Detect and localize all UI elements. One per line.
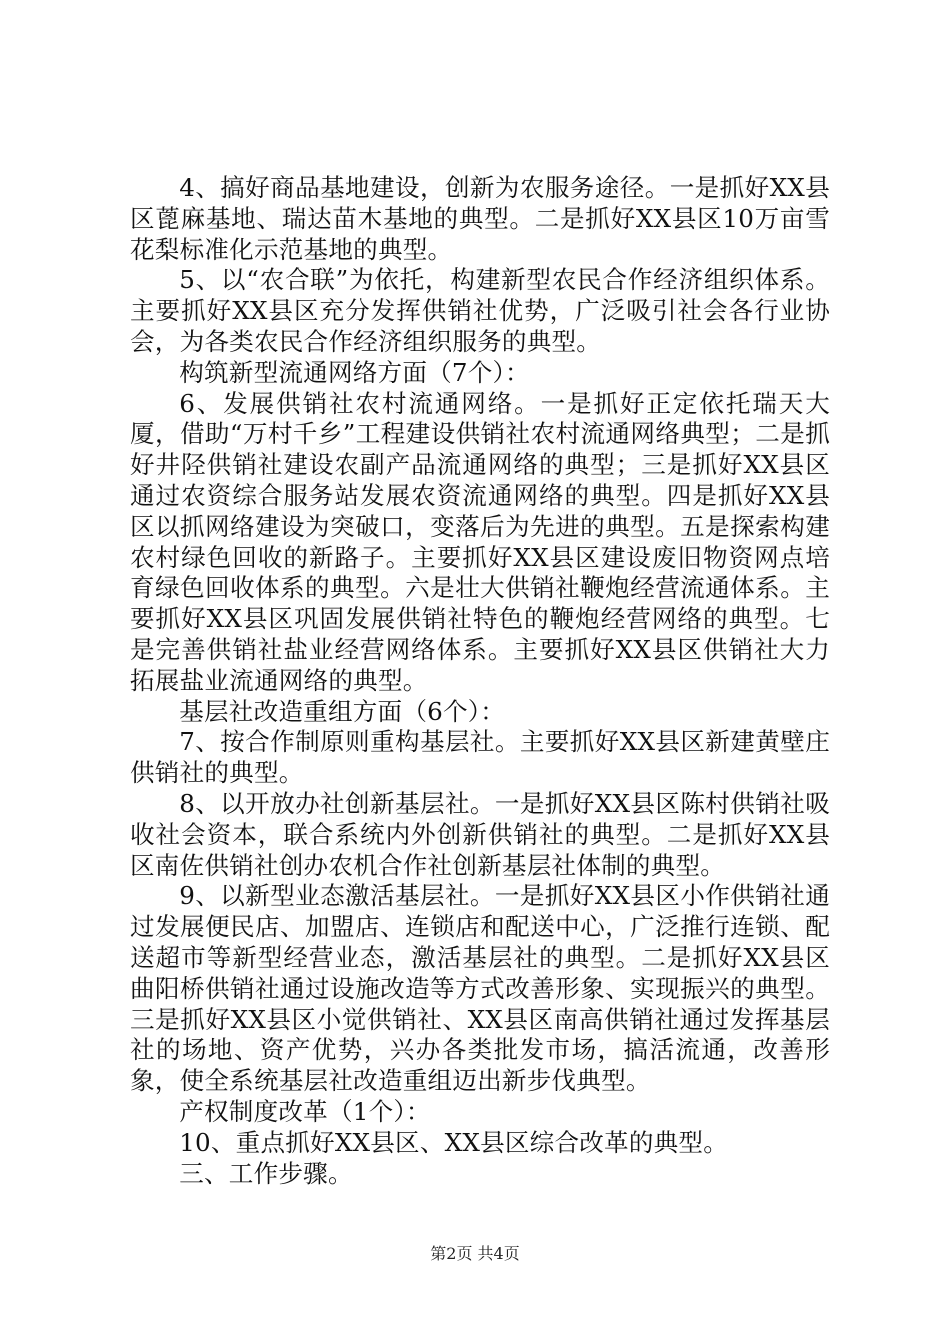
section-heading-work-steps: 三、工作步骤。: [179, 1158, 353, 1188]
paragraph-item-4: 4、搞好商品基地建设，创新为农服务途径。一是抓好XX县区蓖麻基地、瑞达苗木基地的典型。二是抓好XX县区10万亩雪花梨标准化示范基地的典型。: [130, 173, 830, 264]
section-heading-circulation-network: 构筑新型流通网络方面（7个）：: [179, 357, 530, 387]
paragraph-item-10: 10、重点抓好XX县区、XX县区综合改革的典型。: [179, 1127, 729, 1157]
document-body: [130, 173, 830, 1189]
page-number-label: 第2页 共4页: [430, 1244, 520, 1263]
paragraph-item-9: 9、以新型业态激活基层社。一是抓好XX县区小作供销社通过发展便民店、加盟店、连锁店和配送中心，广泛推行连锁、配送超市等新型经营业态，激活基层社的典型。二是抓好XX县区曲阳桥供销社通过设施改造等方式改善形象、实现振兴的典型。三是抓好XX县区小觉供销社、XX县区南高供销社通过发挥基层社的场地、资产优势，兴办各类批发市场，搞活流通，改善形象，使全系统基层社改造重组迈出新步伐典型。: [130, 881, 830, 1096]
page-footer: [0, 1244, 950, 1264]
paragraph-item-5: 5、以“农合联”为依托，构建新型农民合作经济组织体系。主要抓好XX县区充分发挥供销社优势，广泛吸引社会各行业协会，为各类农民合作经济组织服务的典型。: [130, 265, 830, 356]
section-heading-property-reform: 产权制度改革（1个）：: [179, 1096, 431, 1126]
paragraph-item-7: 7、按合作制原则重构基层社。主要抓好XX县区新建黄壁庄供销社的典型。: [130, 727, 830, 788]
paragraph-item-8: 8、以开放办社创新基层社。一是抓好XX县区陈村供销社吸收社会资本，联合系统内外创新供销社的典型。二是抓好XX县区南佐供销社创办农机合作社创新基层社体制的典型。: [130, 788, 830, 880]
paragraph-item-6: 6、发展供销社农村流通网络。一是抓好正定依托瑞天大厦，借助“万村千乡”工程建设供销社农村流通网络典型；二是抓好井陉供销社建设农副产品流通网络的典型；三是抓好XX县区通过农资综合服务站发展农资流通网络的典型。四是抓好XX县区以抓网络建设为突破口，变落后为先进的典型。五是探索构建农村绿色回收的新路子。主要抓好XX县区建设废旧物资网点培育绿色回收体系的典型。六是壮大供销社鞭炮经营流通体系。主要抓好XX县区巩固发展供销社特色的鞭炮经营网络的典型。七是完善供销社盐业经营网络体系。主要抓好XX县区供销社大力拓展盐业流通网络的典型。: [130, 388, 830, 695]
section-heading-grassroots-reform: 基层社改造重组方面（6个）：: [179, 696, 506, 726]
